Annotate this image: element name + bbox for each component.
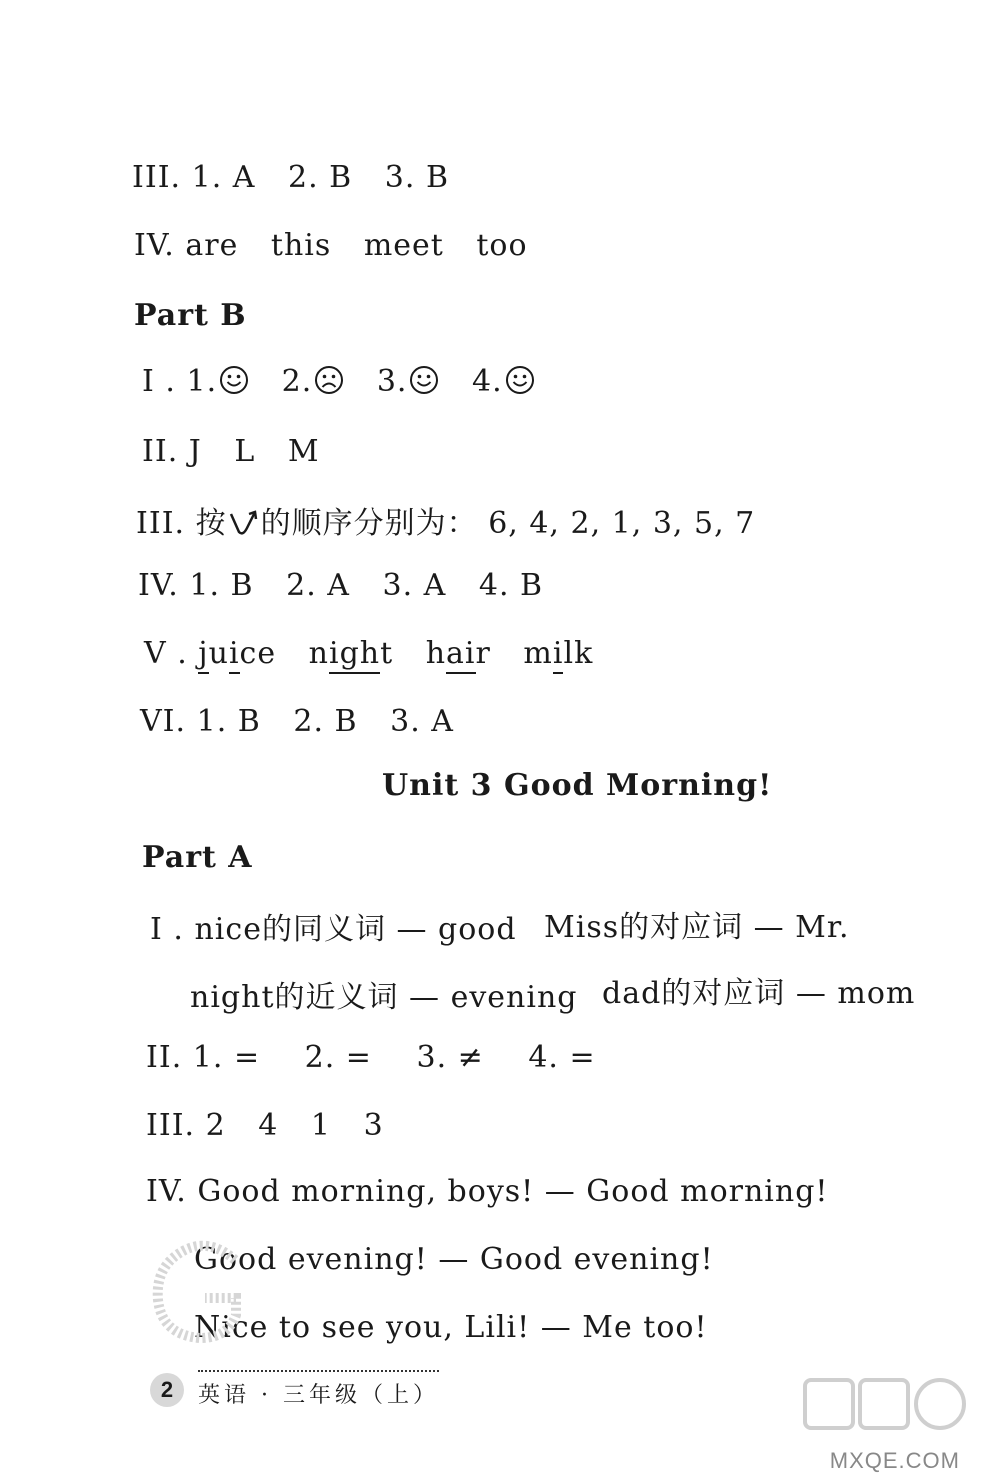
- word-pair: Miss的对应词 — Mr.: [544, 910, 850, 945]
- part-b-heading: Part B: [134, 298, 247, 333]
- dialogue-line: Nice to see you, Lili! — Me too!: [194, 1310, 708, 1345]
- roman-numeral: II.: [142, 434, 179, 469]
- roman-numeral: V .: [144, 636, 188, 671]
- answer-row-vi: [140, 704, 454, 739]
- roman-numeral: III.: [136, 506, 186, 541]
- answer-word: meet: [363, 228, 444, 263]
- order-sequence: 6, 4, 2, 1, 3, 5, 7: [488, 506, 756, 541]
- word-pair: night的近义词 — evening: [190, 980, 578, 1015]
- answer-item: 2.: [281, 364, 313, 399]
- phonics-word-milk: milk: [523, 636, 593, 674]
- roman-numeral: I .: [150, 912, 184, 947]
- answer-item: 3: [363, 1108, 384, 1143]
- book-label: 英语 · 三年级（上）: [198, 1370, 439, 1409]
- answer-item: 4. B: [478, 568, 544, 603]
- answer-letter: L: [234, 434, 256, 469]
- answer-item: 2. A: [286, 568, 350, 603]
- answer-item: 2. B: [288, 160, 353, 195]
- answer-item: 4.: [472, 364, 503, 399]
- answer-row-ii: [142, 434, 320, 469]
- instruction-prefix: 按: [195, 506, 227, 541]
- smile-face-icon: [505, 365, 535, 395]
- answer-item: 3. ≠: [416, 1040, 484, 1075]
- word-pair: dad的对应词 — mom: [602, 976, 916, 1011]
- answer-item: 4. =: [528, 1040, 596, 1075]
- answer-word: this: [270, 228, 332, 263]
- smile-face-icon: [409, 365, 439, 395]
- decorative-letter-graphic: [140, 1230, 260, 1350]
- answer-item: 2. B: [293, 704, 358, 739]
- answer-item: 2. =: [304, 1040, 372, 1075]
- answer-row-iii: [132, 160, 449, 195]
- watermark-text: MXQE.COM: [829, 1448, 960, 1473]
- dialogue-line: Good morning, boys! — Good morning!: [197, 1174, 829, 1209]
- answer-item: 3. B: [384, 160, 449, 195]
- phonics-word-juice: juice: [198, 636, 276, 674]
- answer-row-i-a: [150, 904, 517, 948]
- frown-face-icon: [314, 365, 344, 395]
- page-footer: [150, 1370, 439, 1409]
- answer-item: 1. B: [196, 704, 261, 739]
- page-number: 2: [150, 1373, 184, 1407]
- roman-numeral: VI.: [140, 704, 187, 739]
- answer-row-ii-a: [146, 1040, 596, 1075]
- smile-face-icon: [219, 365, 249, 395]
- answer-item: 1. B: [189, 568, 254, 603]
- answer-row-iv: [134, 228, 528, 263]
- answer-item: 2: [205, 1108, 226, 1143]
- roman-numeral: I .: [142, 364, 176, 399]
- answer-letter: J: [188, 434, 202, 469]
- answer-word: too: [476, 228, 528, 263]
- answer-letter: M: [287, 434, 320, 469]
- roman-numeral: II.: [146, 1040, 183, 1075]
- dialogue-line: Good evening! — Good evening!: [194, 1242, 714, 1277]
- roman-numeral: IV.: [146, 1174, 187, 1209]
- roman-numeral: IV.: [138, 568, 179, 603]
- answer-item: 1: [310, 1108, 332, 1143]
- answer-item: 1.: [186, 364, 218, 399]
- arrow-path-icon: [227, 508, 261, 538]
- roman-numeral: IV.: [134, 228, 175, 263]
- roman-numeral: III.: [132, 160, 182, 195]
- answer-item: 1. A: [191, 160, 256, 195]
- roman-numeral: III.: [146, 1108, 196, 1143]
- answer-row-i: [142, 364, 535, 399]
- answer-row-iii-b: [136, 498, 755, 542]
- word-pair: nice的同义词 — good: [194, 912, 517, 947]
- phonics-word-night: night: [309, 636, 394, 674]
- answer-row-iii-a: [146, 1108, 384, 1143]
- instruction-text: 的顺序分别为：: [260, 506, 478, 541]
- answer-row-iv-b: [138, 568, 543, 603]
- answer-item: 1. =: [192, 1040, 261, 1075]
- phonics-word-hair: hair: [426, 636, 491, 674]
- answer-item: 4: [258, 1108, 279, 1143]
- answer-item: 3. A: [390, 704, 454, 739]
- answer-item: 3. A: [382, 568, 447, 603]
- answer-row-v: [144, 636, 593, 671]
- answer-word: are: [185, 228, 239, 263]
- answer-item: 3.: [376, 364, 408, 399]
- answer-row-iv-a: [146, 1174, 828, 1209]
- part-a-heading: Part A: [142, 840, 253, 875]
- unit-title: Unit 3 Good Morning!: [382, 768, 773, 803]
